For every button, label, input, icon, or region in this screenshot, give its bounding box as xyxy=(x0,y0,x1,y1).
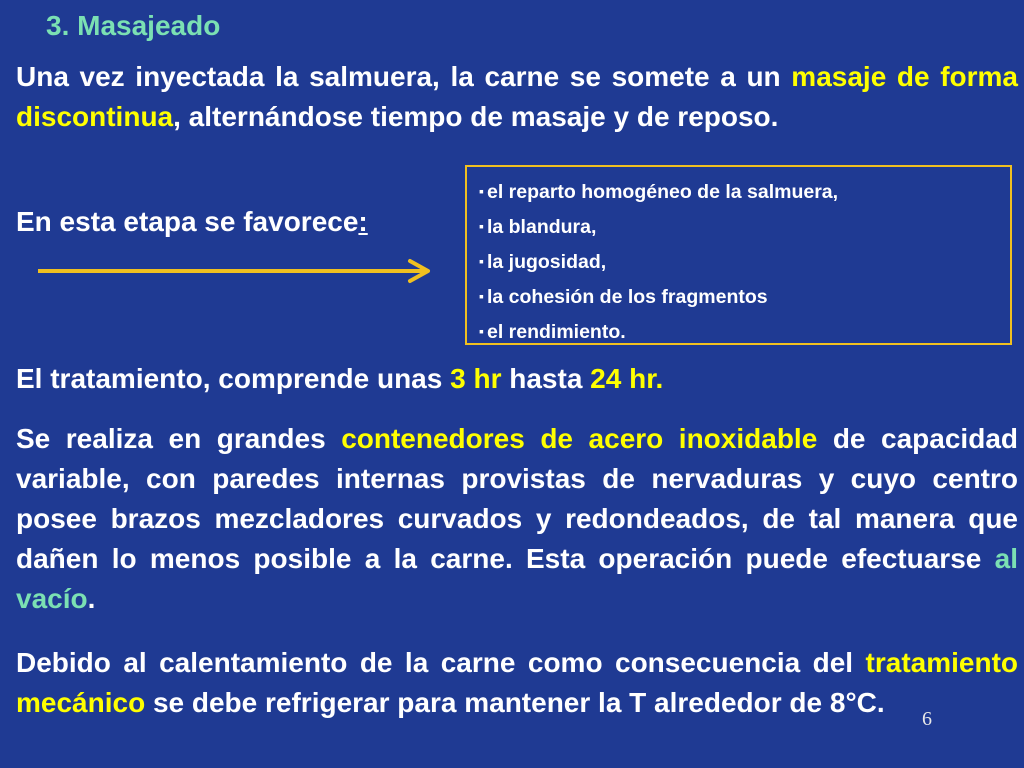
intro-text-start: Una vez inyectada la salmuera, la carne se somete a un xyxy=(16,61,792,92)
favor-list-item-text: la cohesión de los fragmentos xyxy=(486,286,768,308)
containers-text-mid: de capacidad variable, con paredes internas provistas de nervaduras y cuyo centro posee brazos mezcladores curvados y redondeados, de tal manera que dañen lo menos posible a la carne. Esta operación puede efectuarse xyxy=(16,423,1018,574)
intro-paragraph xyxy=(16,57,1018,137)
containers-text-end: . xyxy=(87,583,96,614)
bullet-square-icon: ▪ xyxy=(479,253,484,269)
favor-list-item xyxy=(479,244,998,279)
heating-text-start: Debido al calentamiento de la carne como consecuencia del xyxy=(16,647,866,678)
treatment-duration-from: 3 hr xyxy=(450,363,502,394)
intro-highlight: masaje de forma discontinua xyxy=(16,61,1018,132)
bullet-square-icon: ▪ xyxy=(479,323,484,339)
favor-heading xyxy=(16,202,368,242)
treatment-duration-to: 24 hr. xyxy=(590,363,664,394)
bullet-square-icon: ▪ xyxy=(479,288,484,304)
treatment-text-mid: hasta xyxy=(501,363,591,394)
favor-list-item xyxy=(479,314,998,349)
favor-text: En esta etapa se favorece xyxy=(16,206,359,237)
favor-list-item-text: la jugosidad, xyxy=(486,251,607,273)
containers-paragraph xyxy=(16,419,1018,619)
bullet-square-icon: ▪ xyxy=(479,218,484,234)
favor-list-item-text: la blandura, xyxy=(486,216,597,238)
favor-list xyxy=(479,174,998,349)
heating-text-end: se debe refrigerar para mantener la T alrededor de 8°C. xyxy=(145,687,885,718)
heating-highlight: tratamiento mecánico xyxy=(16,647,1018,718)
favor-list-item xyxy=(479,209,998,244)
treatment-paragraph xyxy=(16,359,1018,399)
favor-list-item xyxy=(479,174,998,209)
heating-paragraph xyxy=(16,643,1018,723)
favor-colon: : xyxy=(358,206,368,237)
vacuum-highlight: al vacío xyxy=(16,543,1018,614)
intro-text-end: , alternándose tiempo de masaje y de reposo. xyxy=(173,101,779,132)
treatment-text-start: El tratamiento, comprende unas xyxy=(16,363,451,394)
containers-highlight: contenedores de acero inoxidable xyxy=(341,423,818,454)
bullet-square-icon: ▪ xyxy=(479,183,484,199)
containers-text-start: Se realiza en grandes xyxy=(16,423,342,454)
slide-title: 3. Masajeado xyxy=(46,10,221,41)
favor-list-item-text: el reparto homogéneo de la salmuera, xyxy=(486,181,839,203)
right-arrow-icon xyxy=(38,258,434,284)
favor-list-box xyxy=(465,165,1012,345)
page-number: 6 xyxy=(922,708,932,730)
favor-list-item-text: el rendimiento. xyxy=(486,321,626,343)
favor-list-item xyxy=(479,279,998,314)
